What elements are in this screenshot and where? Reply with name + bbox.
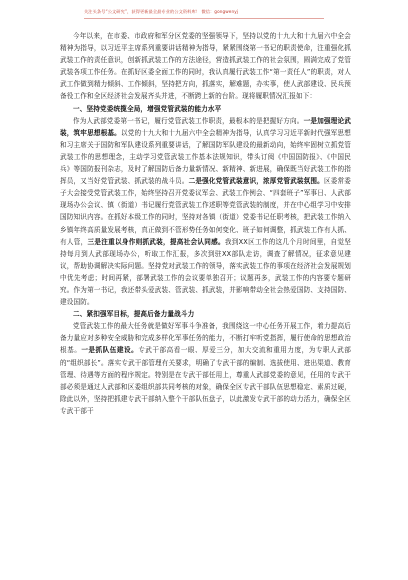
section-1-text-c: 以党的十九大和十九届六中全会精神为指导，认真学习习近平新时代强军思想和习主席关于国防和军队建设系列重要讲话，了解国防军队建设的最新动向，始终牢固树立抓党管武装工作的思想理念，主动学习党管武装工作基本法规知识，带头订阅《中国国防报》、《中国民兵》等国防报刊杂志，及时了解国防后备力量新情况、新精神、新进展，确保既当好武装工作的指挥员，又当好党管武装、抓武装的战斗员。 bbox=[60, 128, 351, 186]
section-heading-1: 一、坚持党委统揽全局，增强党管武装的能力水平 bbox=[73, 104, 222, 113]
section-2-text-a: 党管武装工作的最大任务就是做好军事斗争准备，我围绕这一中心任务开展工作，着力提高后备力量应对多种安全威胁和完成多样化军事任务的能力，不断打牢听党指挥，履行使命的思想政治根基。 bbox=[60, 322, 351, 355]
section-heading-2: 二、紧扣强军目标，提高后备力量战斗力 bbox=[73, 310, 195, 319]
section-1-text-e: 区委常委子大会接受党管武装工作，始终坚持召开党委议军会、武装工作例会、“四套班子”军事日、人武部现场办公会议、镇（街道）书记履行党管武装工作述职等党管武装的制度，并在中心组学习中安排国防知识内容。在抓好本级工作的同时，坚持对各镇（街道）党委书记任职考核，把武装工作纳入乡镇年终高质量发展考核，真正做到不管形势任务如何变化、班子如何调整，抓武装工作有人抓、有人管， bbox=[60, 177, 351, 246]
document-body bbox=[60, 30, 351, 417]
section-1-point-3: 三是注重以身作则抓武装，提高社会认同感。 bbox=[87, 237, 225, 246]
section-1-text-a: 作为人武部党委第一书记，履行党管武装工作职责，最根本的是把握好方向。 bbox=[73, 116, 304, 125]
section-2-point-1: 一是抓队伍建设。 bbox=[81, 346, 139, 355]
header-banner: 关注头条号“公文研究”，获得更新最全最专业的公文资料库！ 微信：gongwenyj bbox=[84, 6, 324, 19]
section-2-text-c: 专武干部高看一眼、厚爱三分，加大交流和重用力度，为专职人武部的“组织部长”。落实专武干部管理有关要求，明确了专武干部的编制、选拔使用、进出渠道、教育管理、待遇等方面的程序规定。特别是在专武干部任用上，尊重人武部党委的意见，任用的专武干部必须是通过人武部和区委组织部共同考核的对象，确保全区专武干部队伍思想稳定、素质过硬，除此以外，坚持把抓建专武干部纳入整个干部队伍盘子，以此激发专武干部的动力活力，确保全区专武干部干 bbox=[60, 346, 352, 415]
section-2-paragraph bbox=[60, 320, 351, 417]
section-1-point-2: 二是强化党管武装意识，浓厚党管武装氛围。 bbox=[188, 177, 324, 186]
intro-paragraph: 今年以来，在市委、市政府和军分区党委的坚强领导下，坚持以党的十九大和十九届六中全会精神为指导，以习近平主席系列重要讲话精神为指导，紧紧围绕第一书记的职责使命，注重强化抓武装工作的责任意识，创新抓武装工作的方法途径，营造抓武装工作的社会氛围，圆满完成了党管武装各项工作任务。在抓好区委全面工作的同时，我认真履行武装工作“第一责任人”的职责，对人武工作做到精力倾斜、工作倾斜，坚持把方向，抓落实，解难题，办实事，使人武部建设、民兵预备役工作和全区经济社会发展齐头并进，不断跨上新的台阶。现将履职情况汇报如下： bbox=[60, 32, 351, 101]
section-1-text-g: 我到XX区工作的这几个月时间里，自觉坚持每月到人武部现场办公，听取工作汇报，多次到驻XX部队走访，调查了解情况，征求意见建议，帮助协调解决实际问题。坚持党对武装工作的领导，落实武装工作的事项在经济社会发展规划中优先考虑；时间再紧，部署武装工作的会议要单独召开；议题再多，武装工作的内容要专题研究。作为第一书记，我还带头爱武装、管武装、抓武装，并影响带动全社会热爱国防、支持国防、建设国防。 bbox=[60, 237, 351, 307]
section-1-point-1: 一是加强理论武装，筑牢思想根基。 bbox=[60, 116, 351, 137]
section-1-paragraph bbox=[60, 115, 351, 309]
